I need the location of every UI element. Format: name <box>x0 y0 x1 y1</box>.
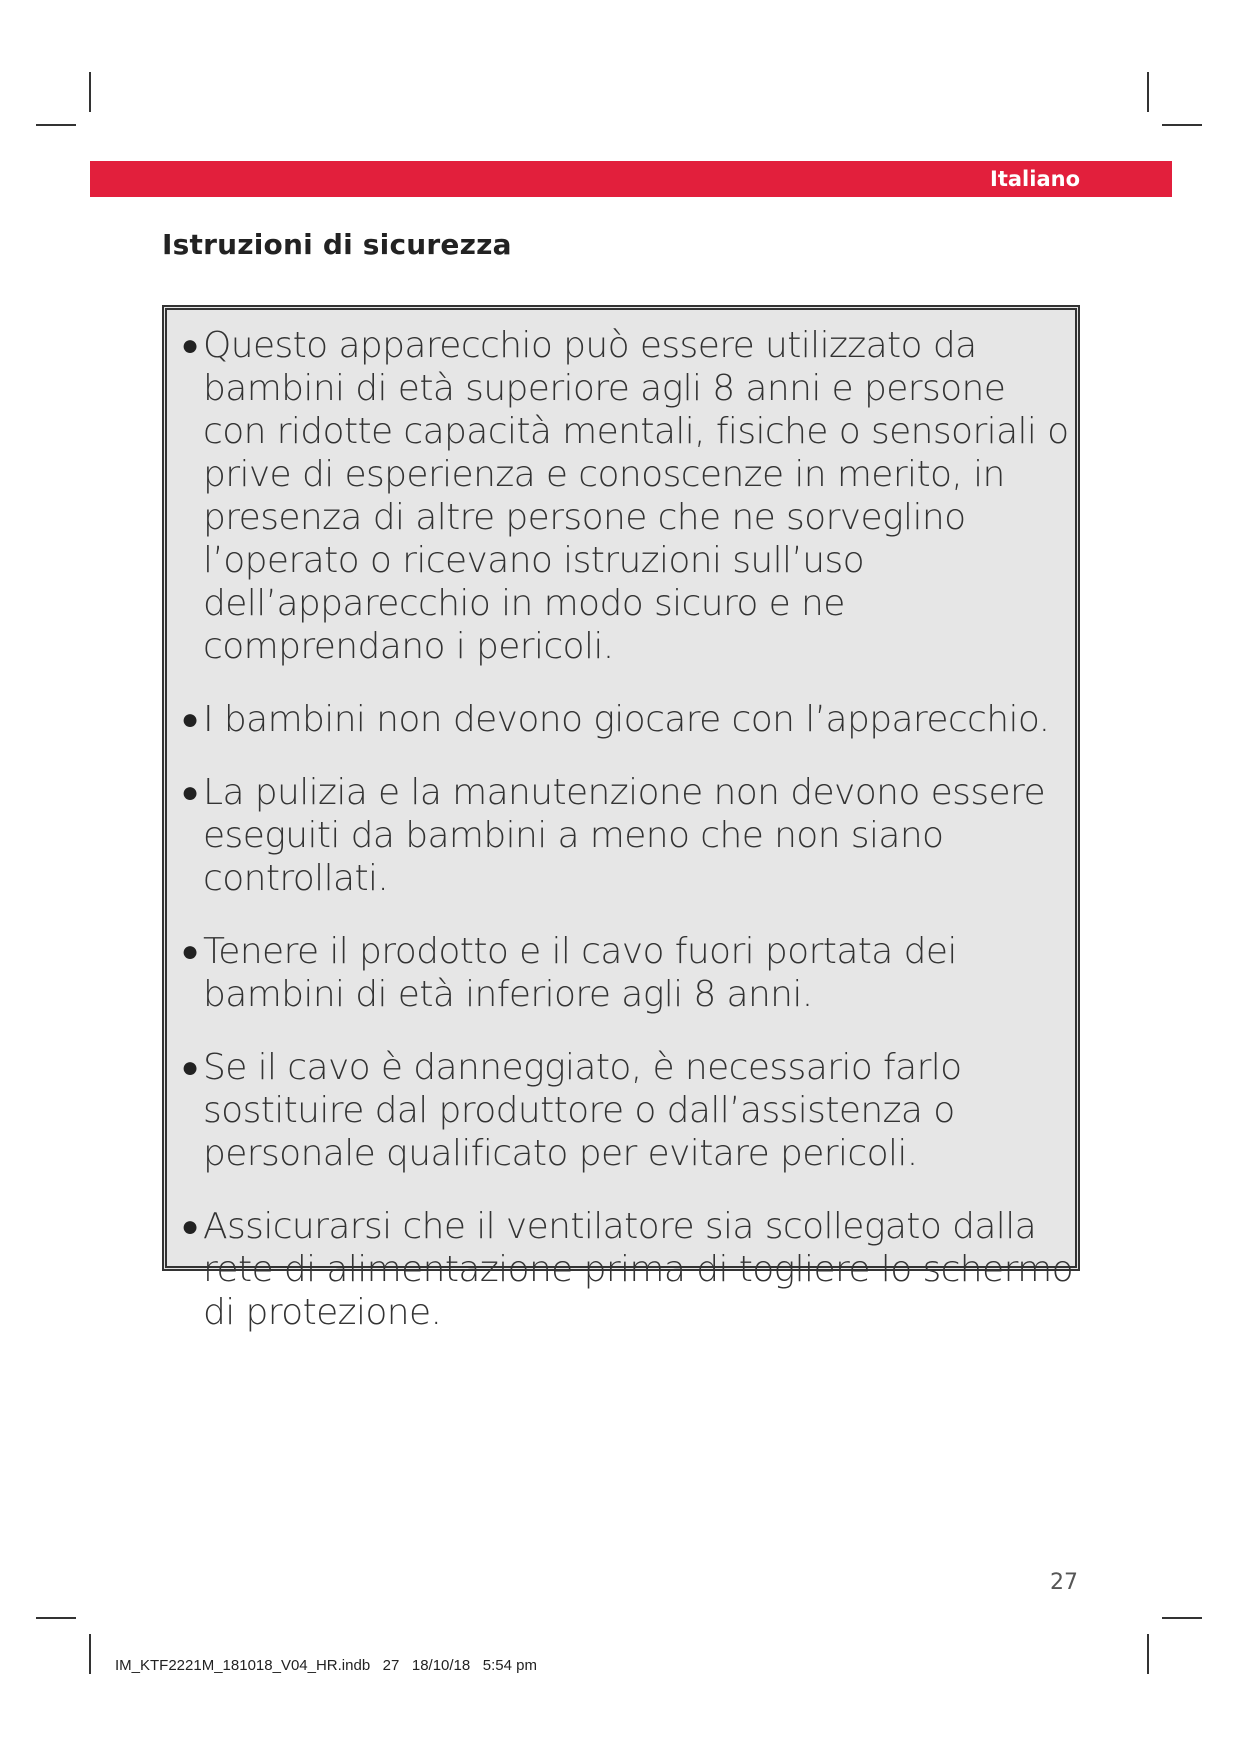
safety-item-text: Questo apparecchio può essere utilizzato da bambini di età superiore agli 8 anni e persone con ridotte capacità mentali, fisiche o sensoriali o prive di esperienza e conoscenze in merito, in presenza di altre persone che ne sorveglino l’operato o ricevano istruzioni sull’uso dell’apparecchio in modo sicuro e ne comprendano i pericoli. <box>203 325 1069 667</box>
safety-item <box>181 930 1075 1016</box>
crop-mark-bottom-left-horizontal <box>36 1617 76 1619</box>
safety-item-text: Tenere il prodotto e il cavo fuori portata dei bambini di età inferiore agli 8 anni. <box>203 931 957 1015</box>
crop-mark-bottom-left-vertical <box>89 1634 91 1674</box>
bullet-icon: ● <box>181 702 199 737</box>
language-header-bar <box>90 161 1172 197</box>
safety-item-text: La pulizia e la manutenzione non devono essere eseguiti da bambini a meno che non siano controllati. <box>203 772 1045 899</box>
crop-mark-top-right-horizontal <box>1162 124 1202 126</box>
crop-mark-top-left-horizontal <box>36 124 76 126</box>
page-number: 27 <box>1050 1570 1078 1595</box>
safety-item-text: Assicurarsi che il ventilatore sia scollegato dalla rete di alimentazione prima di togliere lo schermo di protezione. <box>203 1206 1074 1333</box>
safety-item <box>181 1205 1075 1334</box>
safety-item-text: I bambini non devono giocare con l’apparecchio. <box>203 699 1050 740</box>
safety-item <box>181 324 1075 668</box>
section-title: Istruzioni di sicurezza <box>162 228 512 261</box>
bullet-icon: ● <box>181 1050 199 1085</box>
crop-mark-bottom-right-vertical <box>1147 1634 1149 1674</box>
safety-item <box>181 771 1075 900</box>
bullet-icon: ● <box>181 775 199 810</box>
bullet-icon: ● <box>181 934 199 969</box>
bullet-icon: ● <box>181 328 199 363</box>
bullet-icon: ● <box>181 1209 199 1244</box>
safety-instructions-box <box>162 305 1080 1333</box>
crop-mark-top-right-vertical <box>1147 72 1149 112</box>
safety-item <box>181 1046 1075 1175</box>
print-file-info: IM_KTF2221M_181018_V04_HR.indb 27 18/10/18 5:54 pm <box>115 1657 537 1674</box>
safety-item <box>181 698 1075 741</box>
crop-mark-bottom-right-horizontal <box>1162 1617 1202 1619</box>
safety-list <box>181 324 1075 1334</box>
language-label: Italiano <box>990 167 1080 191</box>
crop-mark-top-left-vertical <box>89 72 91 112</box>
safety-item-text: Se il cavo è danneggiato, è necessario farlo sostituire dal produttore o dall’assistenza o personale qualificato per evitare pericoli. <box>203 1047 962 1174</box>
